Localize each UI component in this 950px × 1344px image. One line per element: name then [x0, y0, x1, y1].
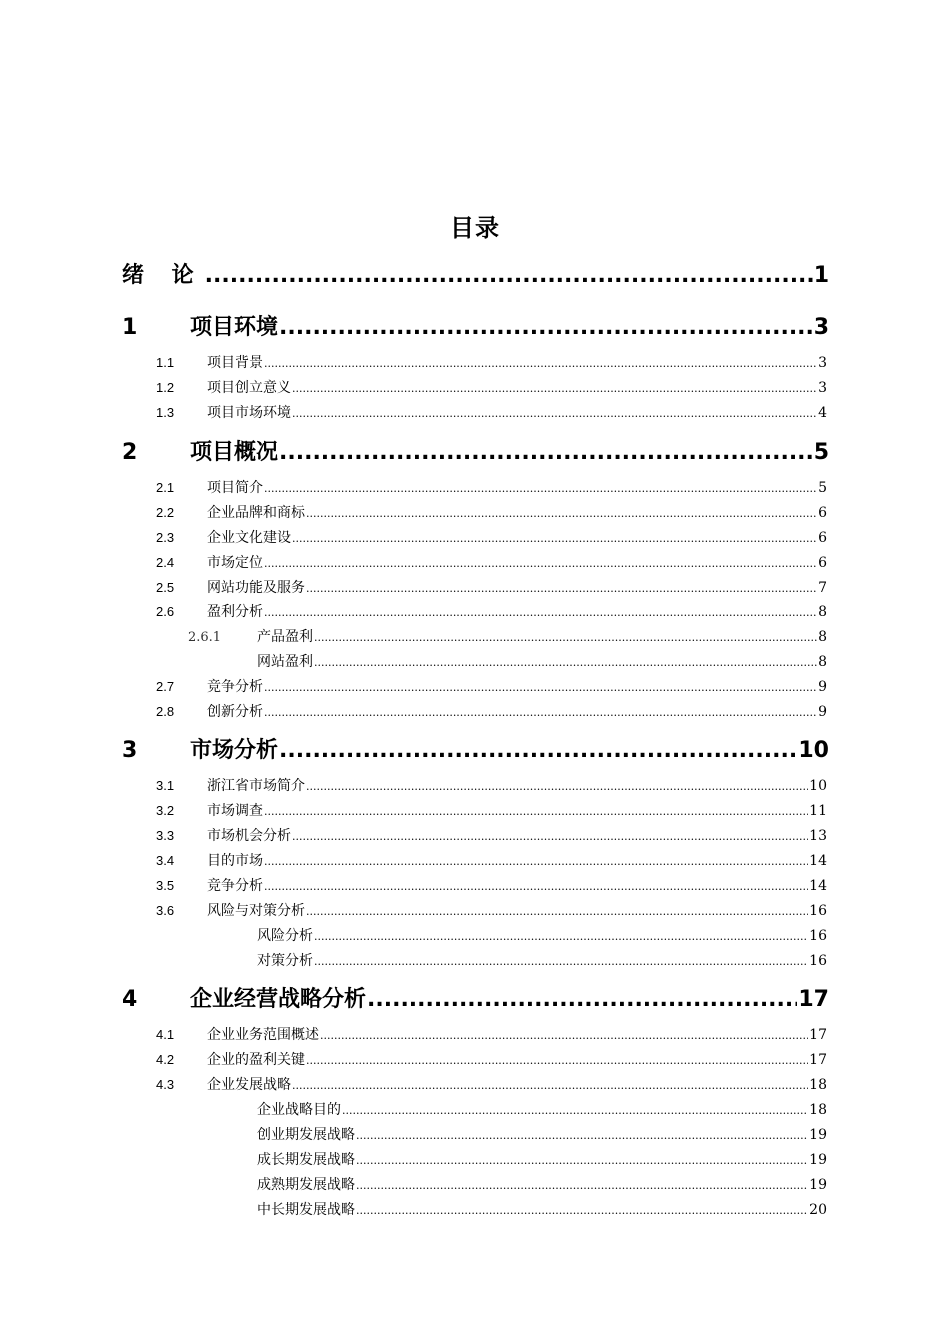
toc-entry-label: 企业发展战略 [207, 1077, 291, 1093]
toc-page-number: 17 [798, 987, 829, 1012]
toc-dot-leader [306, 507, 817, 520]
toc-page-number: 10 [809, 778, 827, 794]
toc-entry-number: 4.3 [156, 1077, 175, 1092]
toc-page-number: 17 [809, 1052, 827, 1068]
toc-section-entry[interactable] [156, 850, 827, 870]
toc-page-number: 5 [813, 440, 829, 465]
toc-page-number: 9 [818, 679, 827, 695]
toc-section-entry[interactable] [156, 577, 827, 597]
toc-section-entry[interactable] [156, 502, 827, 522]
toc-section-entry[interactable] [156, 1049, 827, 1069]
toc-dot-leader [264, 681, 817, 694]
toc-entry-label: 企业品牌和商标 [207, 505, 305, 521]
toc-dot-leader [320, 1029, 808, 1042]
toc-dot-leader [264, 557, 817, 570]
toc-entry-number: 2.2 [156, 505, 175, 520]
toc-page-number: 10 [798, 738, 829, 763]
toc-chapter-entry[interactable] [122, 310, 829, 340]
toc-page-number: 6 [818, 530, 827, 546]
toc-section-entry[interactable] [156, 900, 827, 920]
toc-entry-number: 1.1 [156, 355, 175, 370]
toc-dot-leader [264, 855, 808, 868]
toc-section-entry[interactable] [156, 676, 827, 696]
toc-page-number: 20 [809, 1202, 827, 1218]
toc-entry-number: 3.6 [156, 903, 175, 918]
toc-entry-label: 项目市场环境 [207, 405, 291, 421]
toc-page-number: 9 [818, 704, 827, 720]
toc-entry-label: 市场调查 [207, 803, 263, 819]
toc-dot-leader [356, 1154, 808, 1167]
toc-entry-label: 市场分析 [190, 738, 279, 763]
toc-dot-leader [264, 880, 808, 893]
toc-section-entry[interactable] [156, 402, 827, 422]
toc-dot-leader [367, 987, 797, 1012]
toc-entry-number: 2.4 [156, 555, 175, 570]
toc-chapter-entry[interactable] [122, 258, 829, 288]
toc-section-entry[interactable] [156, 477, 827, 497]
toc-page-number: 5 [818, 480, 827, 496]
toc-entry-number: 4.1 [156, 1027, 175, 1042]
toc-dot-leader [279, 315, 813, 340]
toc-entry-number: 3.4 [156, 853, 175, 868]
toc-page-number: 3 [818, 355, 827, 371]
toc-entry-number: 1.2 [156, 380, 175, 395]
toc-page-number: 17 [809, 1027, 827, 1043]
toc-page-number: 18 [809, 1077, 827, 1093]
toc-entry-number: 3.2 [156, 803, 175, 818]
toc-dot-leader [292, 1079, 808, 1092]
toc-entry-label: 网站功能及服务 [207, 580, 305, 596]
toc-dot-leader [306, 780, 808, 793]
toc-entry-label: 风险与对策分析 [207, 903, 305, 919]
toc-section-entry[interactable] [156, 825, 827, 845]
toc-entry-label: 盈利分析 [207, 604, 263, 620]
toc-entry-label: 绪 论 [122, 263, 204, 288]
toc-page-number: 19 [809, 1177, 827, 1193]
toc-entry-label: 成熟期发展战略 [257, 1177, 355, 1193]
toc-entry-label: 产品盈利 [257, 629, 313, 645]
toc-dot-leader [306, 905, 808, 918]
toc-entry-number: 2.6.1 [188, 630, 222, 645]
toc-entry-label: 目的市场 [207, 853, 263, 869]
toc-entry-number: 3.1 [156, 778, 175, 793]
toc-entry-number: 2.5 [156, 580, 175, 595]
toc-dot-leader [292, 407, 817, 420]
toc-section-entry[interactable] [156, 701, 827, 721]
toc-section-entry[interactable] [156, 1024, 827, 1044]
toc-subsection-entry[interactable] [188, 1099, 827, 1119]
toc-entry-label: 创业期发展战略 [257, 1127, 355, 1143]
toc-entry-label: 市场定位 [207, 555, 263, 571]
toc-subsection-entry[interactable] [188, 626, 827, 646]
toc-entry-number: 2.7 [156, 679, 175, 694]
toc-entry-label: 企业经营战略分析 [190, 987, 367, 1012]
toc-section-entry[interactable] [156, 800, 827, 820]
toc-section-entry[interactable] [156, 1074, 827, 1094]
toc-dot-leader [356, 1204, 808, 1217]
toc-page-number: 3 [818, 380, 827, 396]
toc-dot-leader [264, 805, 808, 818]
toc-dot-leader [356, 1129, 808, 1142]
toc-dot-leader [356, 1179, 808, 1192]
toc-subsection-entry[interactable] [188, 651, 827, 671]
toc-entry-label: 浙江省市场简介 [207, 778, 305, 794]
toc-dot-leader [292, 532, 817, 545]
toc-page-number: 8 [818, 604, 827, 620]
toc-chapter-entry[interactable] [122, 982, 829, 1012]
toc-entry-number: 2.6 [156, 604, 175, 619]
toc-dot-leader [264, 482, 817, 495]
toc-page-number: 19 [809, 1127, 827, 1143]
toc-section-entry[interactable] [156, 527, 827, 547]
toc-page-number: 1 [813, 263, 829, 288]
toc-chapter-entry[interactable] [122, 733, 829, 763]
toc-dot-leader [279, 738, 797, 763]
toc-dot-leader [279, 440, 813, 465]
toc-page-number: 13 [809, 828, 827, 844]
toc-entry-number: 4 [122, 987, 138, 1012]
toc-subsection-entry[interactable] [188, 950, 827, 970]
toc-entry-label: 企业战略目的 [257, 1102, 341, 1118]
toc-page-number: 6 [818, 555, 827, 571]
toc-page-number: 4 [818, 405, 827, 421]
toc-dot-leader [306, 1054, 808, 1067]
toc-entry-number: 2.8 [156, 704, 175, 719]
toc-page-number: 6 [818, 505, 827, 521]
toc-subsection-entry[interactable] [188, 925, 827, 945]
toc-page-number: 16 [809, 953, 827, 969]
toc-entry-number: 2.3 [156, 530, 175, 545]
toc-subsection-entry[interactable] [188, 1124, 827, 1144]
toc-dot-leader [314, 955, 808, 968]
toc-entry-number: 3 [122, 738, 138, 763]
toc-entry-label: 成长期发展战略 [257, 1152, 355, 1168]
toc-section-entry[interactable] [156, 875, 827, 895]
toc-entry-label: 项目简介 [207, 480, 263, 496]
toc-entry-number: 2 [122, 440, 138, 465]
toc-entry-label: 项目环境 [190, 315, 279, 340]
toc-section-entry[interactable] [156, 377, 827, 397]
toc-dot-leader [264, 357, 817, 370]
toc-dot-leader [292, 382, 817, 395]
toc-entry-label: 项目概况 [190, 440, 279, 465]
toc-dot-leader [314, 656, 817, 669]
toc-section-entry[interactable] [156, 601, 827, 621]
toc-page-number: 14 [809, 878, 827, 894]
toc-entry-label: 竞争分析 [207, 878, 263, 894]
toc-section-entry[interactable] [156, 775, 827, 795]
toc-entry-number: 1 [122, 315, 138, 340]
toc-page-number: 16 [809, 928, 827, 944]
toc-entry-label: 项目创立意义 [207, 380, 291, 396]
toc-entry-label: 中长期发展战略 [257, 1202, 355, 1218]
toc-entry-number: 3.3 [156, 828, 175, 843]
toc-page-number: 8 [818, 629, 827, 645]
toc-page-number: 14 [809, 853, 827, 869]
toc-subsection-entry[interactable] [188, 1149, 827, 1169]
toc-entry-label: 企业的盈利关键 [207, 1052, 305, 1068]
toc-entry-label: 对策分析 [257, 953, 313, 969]
toc-page-number: 11 [809, 803, 827, 819]
toc-entry-number: 1.3 [156, 405, 175, 420]
toc-title: 目录 [450, 214, 500, 242]
toc-entry-number: 2.1 [156, 480, 175, 495]
toc-dot-leader [205, 263, 813, 288]
toc-entry-label: 企业业务范围概述 [207, 1027, 319, 1043]
toc-dot-leader [314, 631, 817, 644]
toc-section-entry[interactable] [156, 552, 827, 572]
toc-page-number: 19 [809, 1152, 827, 1168]
toc-entry-label: 竞争分析 [207, 679, 263, 695]
toc-dot-leader [314, 930, 808, 943]
toc-chapter-entry[interactable] [122, 435, 829, 465]
toc-section-entry[interactable] [156, 352, 827, 372]
toc-page-number: 7 [818, 580, 827, 596]
toc-page-number: 18 [809, 1102, 827, 1118]
toc-subsection-entry[interactable] [188, 1174, 827, 1194]
toc-entry-label: 项目背景 [207, 355, 263, 371]
toc-dot-leader [264, 606, 817, 619]
toc-subsection-entry[interactable] [188, 1199, 827, 1219]
toc-entry-label: 网站盈利 [257, 654, 313, 670]
toc-page-number: 16 [809, 903, 827, 919]
toc-page-number: 8 [818, 654, 827, 670]
toc-dot-leader [342, 1104, 808, 1117]
toc-page-number: 3 [813, 315, 829, 340]
toc-entry-label: 企业文化建设 [207, 530, 291, 546]
toc-dot-leader [292, 830, 808, 843]
toc-entry-label: 风险分析 [257, 928, 313, 944]
toc-dot-leader [306, 582, 817, 595]
toc-dot-leader [264, 706, 817, 719]
toc-entry-label: 市场机会分析 [207, 828, 291, 844]
toc-entry-number: 3.5 [156, 878, 175, 893]
toc-entry-label: 创新分析 [207, 704, 263, 720]
toc-entry-number: 4.2 [156, 1052, 175, 1067]
